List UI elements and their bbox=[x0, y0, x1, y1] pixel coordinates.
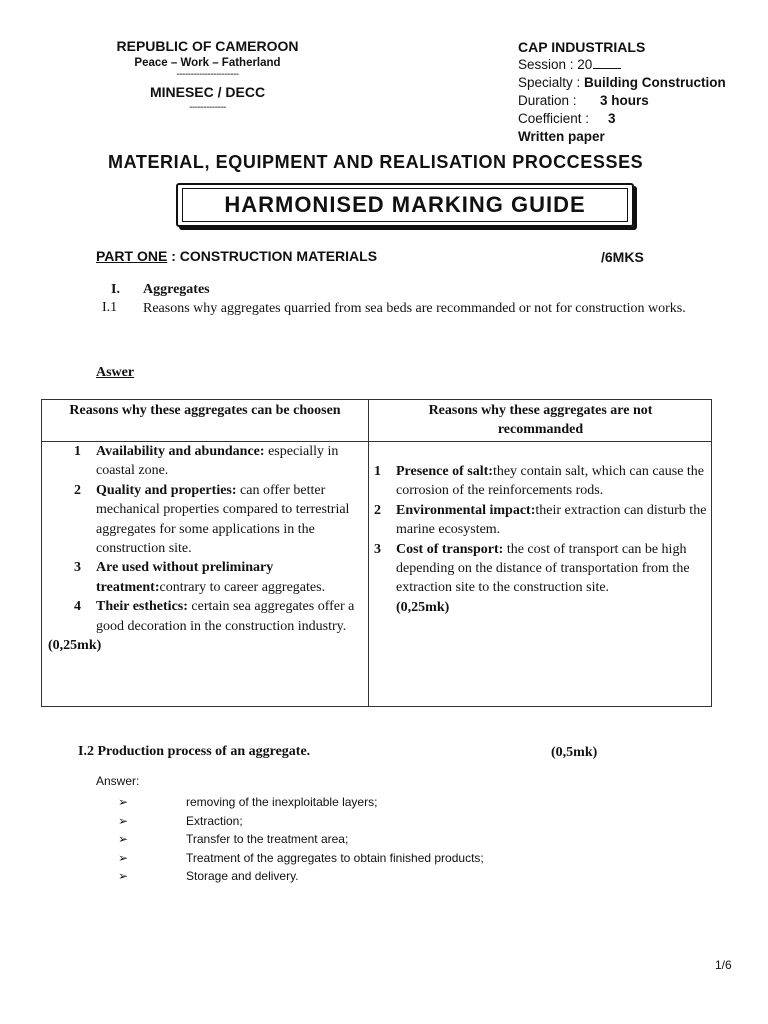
session-line: Session : 20 bbox=[518, 56, 726, 74]
list-item: ➢ removing of the inexploitable layers; bbox=[118, 793, 484, 812]
arrow-bullet-icon: ➢ bbox=[118, 813, 129, 828]
question-1-2: I.2 Production process of an aggregate. bbox=[78, 744, 311, 759]
national-motto: Peace – Work – Fatherland bbox=[134, 57, 281, 69]
list-item: 4 Their esthetics: certain sea aggregates offer a good decoration in the construction industry. bbox=[74, 599, 355, 634]
mark-value: (0,25mk) bbox=[48, 638, 102, 654]
reasons-chosen-list bbox=[48, 442, 366, 655]
table-divider bbox=[368, 400, 369, 706]
arrow-bullet-icon: ➢ bbox=[118, 795, 129, 809]
arrow-bullet-icon: ➢ bbox=[118, 832, 129, 846]
reasons-not-recommended-list bbox=[374, 462, 709, 617]
specialty-line: Specialty : Building Construction bbox=[518, 75, 726, 90]
list-item: 2 Environmental impact:their extraction can disturb the marine ecosystem. bbox=[374, 502, 707, 538]
section-heading: I. Aggregates bbox=[111, 282, 210, 297]
answer-table bbox=[41, 399, 712, 707]
arrow-bullet-icon: ➢ bbox=[118, 850, 129, 865]
header-divider: ---------------------- bbox=[176, 69, 239, 80]
exam-title: CAP INDUSTRIALS bbox=[518, 39, 646, 55]
paper-type: Written paper bbox=[518, 129, 605, 144]
mark-value: (0,25mk) bbox=[396, 599, 450, 615]
duration-line: Duration : 3 hours bbox=[518, 93, 649, 108]
header-divider: ------------- bbox=[189, 102, 226, 113]
ministry-name: MINESEC / DECC bbox=[149, 84, 266, 100]
answer-label: Aswer bbox=[96, 365, 135, 380]
header-right bbox=[518, 38, 726, 146]
marking-guide-banner bbox=[176, 183, 634, 227]
list-item: ➢ Transfer to the treatment area; bbox=[118, 830, 484, 849]
list-item: ➢ Extraction; bbox=[118, 812, 484, 831]
question-1-2-mark: (0,5mk) bbox=[551, 745, 598, 760]
table-header-not-recommended: Reasons why these aggregates are not recommanded bbox=[428, 403, 653, 437]
list-item: 2 Quality and properties: can offer better mechanical properties compared to terrestrial aggregates for some applications in the construction site. bbox=[74, 482, 350, 557]
session-blank bbox=[593, 56, 621, 69]
page-number: 1/6 bbox=[715, 958, 732, 972]
list-item: 1 Availability and abundance: especially in coastal zone. bbox=[74, 444, 339, 479]
list-item: ➢ Treatment of the aggregates to obtain finished products; bbox=[118, 849, 484, 868]
list-item: 3 Are used without preliminary treatment:contrary to career aggregates. bbox=[74, 560, 326, 595]
part-heading: PART ONE : CONSTRUCTION MATERIALS bbox=[96, 248, 378, 264]
banner-text: HARMONISED MARKING GUIDE bbox=[182, 188, 628, 222]
header-left bbox=[70, 38, 345, 113]
arrow-bullet-icon: ➢ bbox=[118, 869, 129, 883]
list-item: 3 Cost of transport: the cost of transport can be high depending on the distance of transportation from the extraction site to the construction site. bbox=[374, 541, 690, 596]
republic-name: REPUBLIC OF CAMEROON bbox=[116, 38, 299, 54]
table-header-chosen: Reasons why these aggregates can be choosen bbox=[69, 403, 341, 418]
answer-label: Answer: bbox=[96, 774, 140, 788]
list-item: ➢ Storage and delivery. bbox=[118, 867, 484, 886]
part-marks: /6MKS bbox=[601, 249, 644, 265]
subject-title: MATERIAL, EQUIPMENT AND REALISATION PROCCESSES bbox=[108, 152, 644, 172]
production-steps-list bbox=[118, 793, 484, 886]
coefficient-line: Coefficient : 3 bbox=[518, 111, 616, 126]
list-item: 1 Presence of salt:they contain salt, which can cause the corrosion of the reinforcements rods. bbox=[374, 464, 705, 499]
